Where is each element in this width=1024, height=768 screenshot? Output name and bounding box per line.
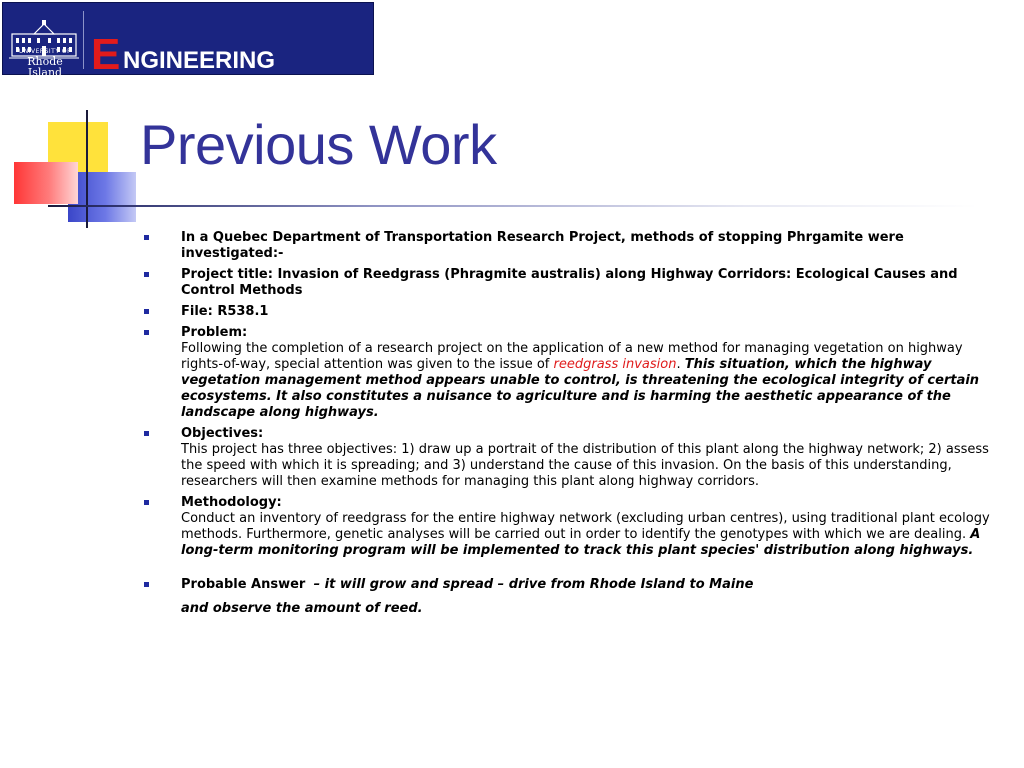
problem-emphasis: This situation, which the highway vegetation management method appears unable to control, is threatening the ecological integrity of certain ecosystems. It also constitutes a nuisance to agriculture and is harming the aesthetic appearance of the landscape along highways. xyxy=(181,357,980,420)
probable-answer-line2: and observe the amount of reed. xyxy=(181,601,423,616)
university-name xyxy=(9,49,81,78)
methodology-emphasis: A long-term monitoring program will be implemented to track this plant species' distribution along highways. xyxy=(181,527,981,558)
slide-title: Previous Work xyxy=(140,113,497,176)
file-text: File: R538.1 xyxy=(181,304,269,319)
project-title-text: Project title: Invasion of Reedgrass (Phragmite australis) along Highway Corridors: Ecological Causes and Control Methods xyxy=(181,267,958,298)
university-logo-banner xyxy=(2,2,374,79)
problem-text: Following the completion of a research project on the application of a new method for managing vegetation on highway rights-of-way, special attention was given to the issue of xyxy=(181,341,963,372)
bullet-marker-icon xyxy=(144,582,149,587)
university-of-label: UNIVERSITY OF xyxy=(18,48,72,55)
bullet-file xyxy=(140,304,990,320)
title-underline xyxy=(48,205,978,207)
bullet-marker-icon xyxy=(144,500,149,505)
bullet-list xyxy=(140,230,990,622)
probable-answer-line1: – it will grow and spread – drive from Rhode Island to Maine xyxy=(313,577,754,592)
bullet-objectives xyxy=(140,426,990,490)
bullet-intro-text: In a Quebec Department of Transportation Research Project, methods of stopping Phrgamite were investigated:- xyxy=(181,230,904,261)
methodology-heading: Methodology: xyxy=(181,495,282,510)
logo-divider xyxy=(83,11,84,69)
problem-highlight: reedgrass invasion xyxy=(553,357,677,372)
decor-red-square xyxy=(14,162,78,204)
methodology-text: Conduct an inventory of reedgrass for the entire highway network (excluding urban centres), using traditional plant ecology methods. Furthermore, genetic analyses will be carried out in order to identify the genotypes with which we are dealing. xyxy=(181,511,990,542)
bullet-marker-icon xyxy=(144,431,149,436)
bullet-methodology xyxy=(140,495,990,559)
objectives-text: This project has three objectives: 1) draw up a portrait of the distribution of this plant along the highway network; 2) assess the speed with which it is spreading; and 3) understand the cause of this invasion. On the basis of this understanding, researchers will then examine methods for managing this plant along highway corridors. xyxy=(181,442,989,489)
engineering-wordmark xyxy=(91,25,367,73)
problem-heading: Problem: xyxy=(181,325,248,340)
bullet-marker-icon xyxy=(144,272,149,277)
bullet-marker-icon xyxy=(144,235,149,240)
engineering-initial: E xyxy=(91,30,121,73)
problem-after: . xyxy=(676,357,685,372)
decor-blue-square xyxy=(68,172,136,222)
objectives-heading: Objectives: xyxy=(181,426,264,441)
bullet-intro xyxy=(140,230,990,262)
bullet-probable-answer xyxy=(140,577,990,617)
bullet-marker-icon xyxy=(144,330,149,335)
engineering-rest: NGINEERING xyxy=(123,47,276,73)
bullet-marker-icon xyxy=(144,309,149,314)
probable-answer-heading: Probable Answer xyxy=(181,577,306,592)
bullet-project-title xyxy=(140,267,990,299)
decor-vertical-line xyxy=(86,110,88,228)
rhode-island-label: Rhode Island xyxy=(27,55,63,79)
bullet-problem xyxy=(140,325,990,421)
